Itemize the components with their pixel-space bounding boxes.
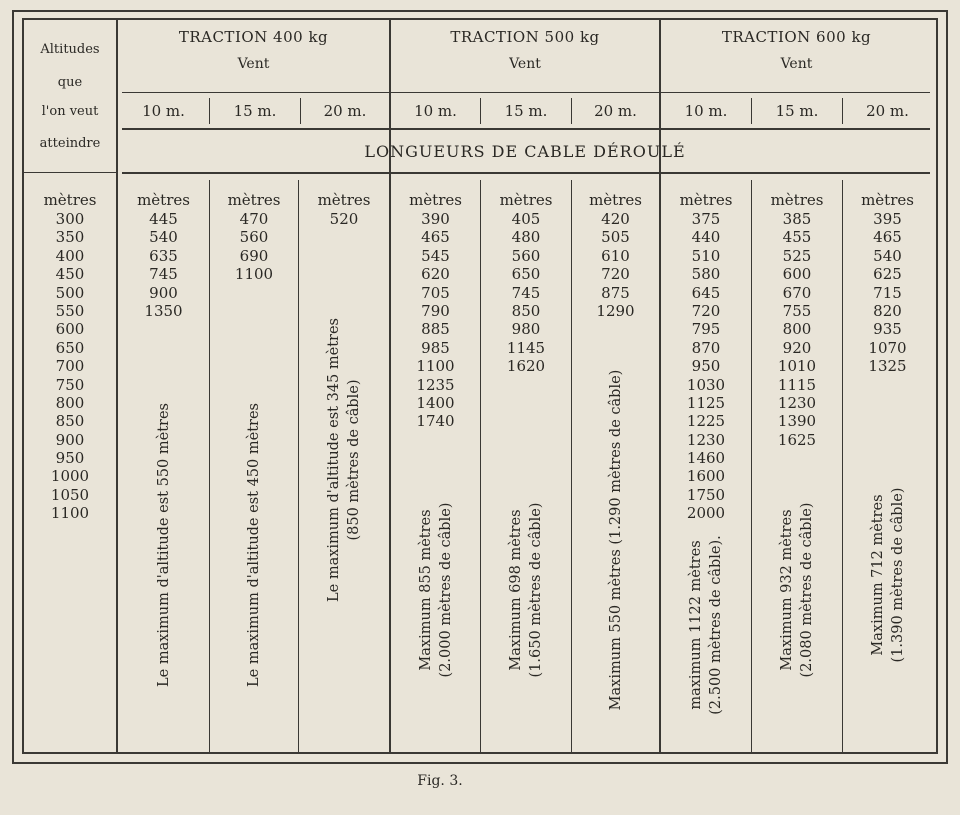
cable-length-value: 560 — [511, 246, 541, 265]
wind-label: 20 m. — [323, 102, 367, 120]
cable-length-value: 1030 — [686, 375, 726, 394]
traction-400-vent: Vent — [237, 56, 270, 72]
note-line: Le maximum d'altitude est 550 mètres — [155, 403, 172, 687]
cable-length-value: 1620 — [506, 357, 546, 376]
altitude-value: 1000 — [50, 467, 90, 486]
altitude-unit: mètres — [43, 191, 97, 209]
column-maximum-note — [777, 400, 817, 780]
traction-600-vent: Vent — [780, 56, 813, 72]
altitude-value: 900 — [55, 430, 85, 449]
cable-length-value: 625 — [873, 265, 902, 284]
altitude-value: 850 — [55, 412, 85, 431]
cable-length-value: 745 — [511, 283, 541, 302]
altitudes-label-line-4: atteindre — [39, 136, 101, 151]
altitude-value: 500 — [55, 283, 85, 302]
note-line: Maximum 855 mètres — [417, 509, 434, 671]
cable-length-value: 580 — [691, 265, 721, 284]
column-maximum-note — [606, 350, 626, 730]
cable-length-value: 540 — [149, 228, 178, 247]
cable-length-value: 985 — [421, 338, 450, 357]
altitudes-label-line-2: que — [57, 75, 83, 90]
traction-500-vent: Vent — [509, 56, 541, 72]
cable-length-value: 1235 — [416, 375, 455, 394]
column-values — [210, 210, 298, 284]
column-values — [299, 210, 389, 228]
wind-label: 20 m. — [594, 102, 637, 120]
column-divider — [298, 180, 299, 752]
column-unit: mètres — [679, 191, 733, 209]
altitude-value: 550 — [55, 301, 85, 320]
cable-length-value: 465 — [421, 228, 450, 247]
cable-length-value: 520 — [329, 210, 359, 228]
column-unit: mètres — [317, 191, 371, 209]
cable-length-value: 1230 — [686, 430, 726, 449]
column-unit: mètres — [227, 191, 281, 209]
longueurs-heading: LONGUEURS DE CABLE DÉROULÉ — [364, 142, 686, 161]
header-rule-wind — [122, 128, 930, 130]
cable-length-value: 525 — [782, 246, 812, 265]
cable-length-value: 505 — [601, 228, 630, 247]
cable-length-value: 1740 — [416, 412, 455, 431]
cable-length-value: 720 — [601, 265, 630, 284]
column-maximum-note — [154, 355, 174, 735]
cable-length-value: 1390 — [777, 412, 817, 431]
cable-length-value: 870 — [691, 338, 721, 357]
cable-length-value: 650 — [511, 265, 541, 284]
altitude-value: 1050 — [50, 485, 90, 504]
column-unit: mètres — [137, 191, 190, 209]
cable-length-value: 885 — [421, 320, 450, 339]
traction-600-title: TRACTION 600 kg — [721, 28, 872, 46]
cable-length-value: 705 — [421, 283, 450, 302]
altitude-value: 750 — [55, 375, 85, 394]
column-values — [118, 210, 209, 320]
note-line: Le maximum d'altitude est 450 mètres — [246, 403, 262, 687]
cable-length-value: 1125 — [686, 393, 726, 412]
cable-length-value: 1625 — [777, 430, 817, 449]
altitude-value: 950 — [55, 449, 85, 468]
cable-length-value: 1230 — [777, 393, 817, 412]
cable-length-value: 600 — [782, 265, 812, 284]
altitude-value: 450 — [55, 265, 85, 284]
cable-length-value: 635 — [149, 246, 178, 265]
cable-length-value: 510 — [691, 246, 721, 265]
note-line: Maximum 932 mètres — [779, 509, 795, 671]
altitude-value: 700 — [55, 357, 85, 376]
cable-length-value: 440 — [691, 228, 721, 247]
cable-length-value: 690 — [239, 246, 269, 265]
column-values — [843, 210, 932, 376]
altitude-value: 1100 — [50, 504, 90, 523]
traction-400-title: TRACTION 400 kg — [178, 28, 329, 46]
wind-label: 10 m. — [684, 102, 728, 120]
note-line: (2.500 mètres de câble). — [708, 535, 724, 715]
altitude-value: 300 — [55, 210, 85, 228]
column-unit: mètres — [409, 191, 462, 209]
note-line: Le maximum d'altitude est 345 mètres — [326, 318, 342, 602]
cable-length-value: 545 — [421, 246, 450, 265]
cable-length-value: 950 — [691, 357, 721, 376]
cable-length-value: 1600 — [686, 467, 726, 486]
header-rule-vent — [122, 92, 930, 93]
note-line: (1.650 mètres de câble) — [528, 502, 544, 678]
cable-length-value: 405 — [511, 210, 541, 228]
cable-length-value: 470 — [239, 210, 269, 228]
column-maximum-note — [506, 400, 546, 780]
cable-length-value: 1100 — [234, 265, 274, 284]
cable-length-value: 1010 — [777, 357, 817, 376]
cable-length-value: 935 — [873, 320, 902, 339]
column-maximum-note — [686, 435, 726, 815]
header-rule-longueurs — [122, 172, 930, 174]
cable-length-value: 645 — [691, 283, 721, 302]
cable-length-value: 820 — [873, 301, 902, 320]
altitudes-label-line-3: l'on veut — [41, 104, 99, 119]
wind-label: 10 m. — [414, 102, 457, 120]
altitude-value: 400 — [55, 246, 85, 265]
column-maximum-note — [324, 270, 364, 650]
cable-length-value: 1290 — [596, 301, 635, 320]
altitude-value: 650 — [55, 338, 85, 357]
note-line: Maximum 698 mètres — [508, 509, 524, 671]
cable-length-value: 745 — [149, 265, 178, 284]
column-values — [572, 210, 659, 320]
cable-length-value: 980 — [511, 320, 541, 339]
altitude-values — [24, 210, 116, 523]
altitude-column-divider — [116, 18, 118, 752]
column-unit: mètres — [589, 191, 642, 209]
note-line: maximum 1122 mètres — [688, 540, 704, 710]
column-maximum-note — [416, 400, 456, 780]
cable-length-value: 560 — [239, 228, 269, 247]
cable-length-value: 390 — [421, 210, 450, 228]
wind-label: 15 m. — [233, 102, 277, 120]
cable-length-value: 1070 — [868, 338, 907, 357]
cable-length-value: 445 — [149, 210, 178, 228]
note-line: (2.080 mètres de câble) — [799, 502, 815, 678]
cable-length-value: 670 — [782, 283, 812, 302]
cable-length-value: 900 — [149, 283, 178, 302]
note-line: (850 mètres de câble) — [346, 379, 362, 541]
cable-length-value: 800 — [782, 320, 812, 339]
altitude-value: 350 — [55, 228, 85, 247]
wind-label: 15 m. — [504, 102, 548, 120]
altitude-value: 800 — [55, 393, 85, 412]
cable-length-value: 1225 — [686, 412, 726, 431]
wind-label: 10 m. — [142, 102, 185, 120]
column-unit: mètres — [770, 191, 824, 209]
cable-length-value: 795 — [691, 320, 721, 339]
wind-label: 20 m. — [866, 102, 909, 120]
cable-length-value: 465 — [873, 228, 902, 247]
cable-length-value: 480 — [511, 228, 541, 247]
column-values — [481, 210, 571, 376]
altitude-header-rule — [24, 172, 116, 173]
cable-length-value: 375 — [691, 210, 721, 228]
cable-length-value: 1145 — [506, 338, 546, 357]
cable-length-value: 455 — [782, 228, 812, 247]
cable-length-value: 720 — [691, 301, 721, 320]
column-maximum-note — [868, 385, 908, 765]
note-line: Maximum 712 mètres — [869, 494, 886, 656]
cable-length-value: 920 — [782, 338, 812, 357]
column-values — [391, 210, 480, 431]
cable-length-value: 540 — [873, 246, 902, 265]
cable-length-value: 875 — [601, 283, 630, 302]
wind-label: 15 m. — [775, 102, 819, 120]
altitudes-label-line-1: Altitudes — [40, 42, 100, 57]
cable-length-value: 715 — [873, 283, 902, 302]
cable-length-value: 1325 — [868, 357, 907, 376]
cable-length-value: 420 — [601, 210, 630, 228]
column-unit: mètres — [499, 191, 553, 209]
cable-length-value: 2000 — [686, 504, 726, 523]
note-line: (1.390 mètres de câble) — [889, 487, 906, 663]
traction-500-title: TRACTION 500 kg — [450, 28, 600, 46]
cable-length-value: 1750 — [686, 485, 726, 504]
column-unit: mètres — [861, 191, 914, 209]
cable-length-value: 385 — [782, 210, 812, 228]
cable-length-value: 1100 — [416, 357, 455, 376]
column-maximum-note — [244, 355, 264, 735]
figure-caption: Fig. 3. — [417, 773, 463, 789]
cable-length-value: 1460 — [686, 449, 726, 468]
cable-length-value: 850 — [511, 301, 541, 320]
cable-length-value: 620 — [421, 265, 450, 284]
note-line: Maximum 550 mètres (1.290 mètres de câble) — [607, 369, 624, 711]
cable-length-value: 755 — [782, 301, 812, 320]
cable-length-value: 1115 — [777, 375, 817, 394]
note-line: (2.000 mètres de câble) — [437, 502, 454, 678]
cable-length-value: 610 — [601, 246, 630, 265]
cable-length-value: 790 — [421, 301, 450, 320]
cable-length-value: 1350 — [144, 301, 183, 320]
cable-length-value: 1400 — [416, 393, 455, 412]
cable-length-value: 395 — [873, 210, 902, 228]
altitude-value: 600 — [55, 320, 85, 339]
